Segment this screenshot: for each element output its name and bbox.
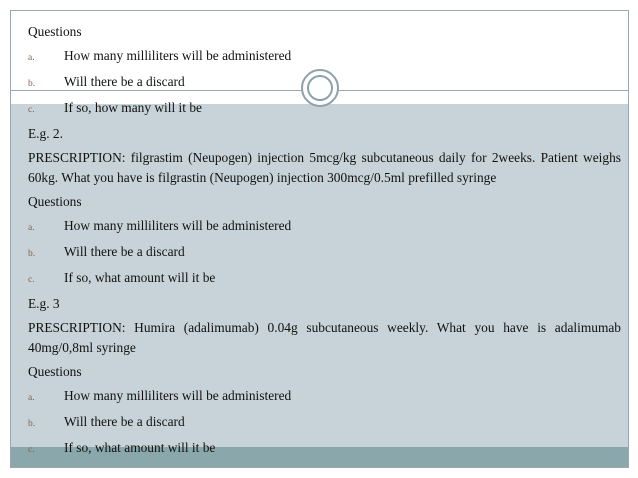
list-marker: c. — [28, 105, 35, 115]
question-text: Will there be a discard — [64, 74, 185, 89]
questions-heading: Questions — [28, 194, 82, 209]
slide-content — [28, 20, 621, 462]
question-item — [28, 436, 621, 462]
list-marker: a. — [28, 223, 35, 233]
question-item — [28, 240, 621, 266]
list-marker: c. — [28, 275, 35, 285]
list-marker: a. — [28, 53, 35, 63]
question-text: Will there be a discard — [64, 244, 185, 259]
list-marker: c. — [28, 445, 35, 455]
example-heading: E.g. 2. — [28, 126, 63, 141]
question-item — [28, 96, 621, 122]
question-text: Will there be a discard — [64, 414, 185, 429]
question-item — [28, 266, 621, 292]
question-item — [28, 214, 621, 240]
question-item — [28, 44, 621, 70]
list-marker: b. — [28, 419, 36, 429]
question-text: If so, how many will it be — [64, 100, 202, 115]
list-marker: b. — [28, 249, 36, 259]
prescription-text: PRESCRIPTION: filgrastim (Neupogen) injection 5mcg/kg subcutaneous daily for 2weeks. Patient weighs 60kg. What you have is filgrastin (Neupogen) injection 300mcg/0.5ml prefilled syringe — [28, 150, 621, 185]
list-marker: a. — [28, 393, 35, 403]
questions-heading: Questions — [28, 24, 82, 39]
question-text: If so, what amount will it be — [64, 440, 216, 455]
question-item — [28, 410, 621, 436]
example-heading: E.g. 3 — [28, 296, 60, 311]
list-marker: b. — [28, 79, 36, 89]
questions-heading: Questions — [28, 364, 82, 379]
question-text: How many milliliters will be administered — [64, 48, 292, 63]
question-item — [28, 384, 621, 410]
question-text: How many milliliters will be administered — [64, 218, 292, 233]
question-item — [28, 70, 621, 96]
slide — [10, 10, 629, 468]
question-text: If so, what amount will it be — [64, 270, 216, 285]
question-text: How many milliliters will be administered — [64, 388, 292, 403]
prescription-text: PRESCRIPTION: Humira (adalimumab) 0.04g subcutaneous weekly. What you have is adalimumab 40mg/0,8ml syringe — [28, 320, 621, 355]
